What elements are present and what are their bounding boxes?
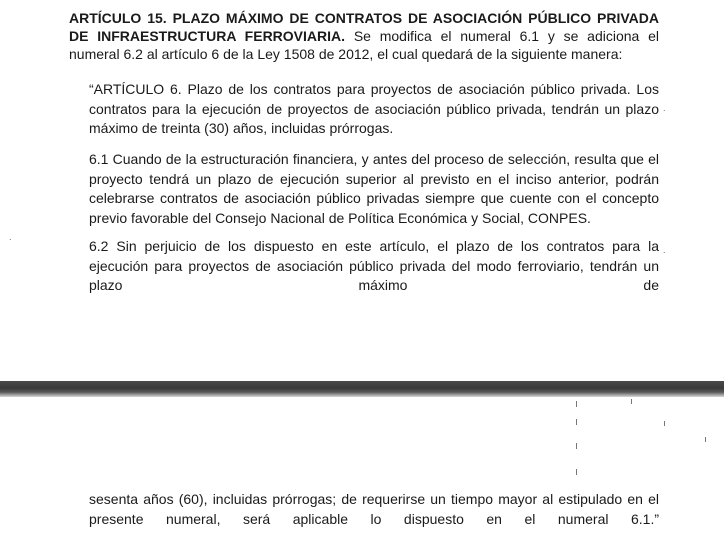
scan-speck: . bbox=[663, 103, 666, 113]
quoted-paragraph-6-1: 6.1 Cuando de la estructuración financiera, y antes del proceso de selección, resulta que el proyecto tendrá un plazo de ejecución superior al previsto en el inciso anterior, podrán celebrarse contratos de asociación público privadas siempre que cuente con el concepto previo favorable del Consejo Nacional de Política Económica y Social, CONPES. bbox=[89, 151, 659, 226]
article-title: PLAZO MÁXIMO DE CONTRATOS DE ASOCIACIÓN PÚBLICO PRIVADA DE INFRAESTRUCTURA FERROVIARIA. bbox=[69, 10, 660, 44]
scan-speck: . bbox=[663, 245, 666, 255]
scan-mark bbox=[631, 399, 632, 404]
article-intro: Se modifica el numeral 6.1 y se adiciona el numeral 6.2 al artículo 6 de la Ley 1508 de 2012, el cual quedará de la siguiente manera: bbox=[69, 28, 660, 62]
scan-mark bbox=[664, 421, 665, 426]
article-heading bbox=[69, 9, 659, 63]
scan-mark bbox=[576, 401, 577, 407]
quoted-paragraph-continuation: sesenta años (60), incluidas prórrogas; de requerirse un tiempo mayor al estipulado en el presente numeral, será aplicable lo dispuesto en el numeral 6.1.” bbox=[89, 491, 659, 527]
scan-mark bbox=[576, 419, 577, 425]
scan-mark bbox=[705, 437, 706, 442]
scan-speck: . bbox=[9, 232, 12, 242]
scan-mark bbox=[576, 469, 577, 475]
scan-mark bbox=[576, 443, 577, 449]
article-number: ARTÍCULO 15. bbox=[69, 10, 167, 26]
page-break-divider bbox=[0, 381, 724, 397]
quoted-paragraph-1: “ARTÍCULO 6. Plazo de los contratos para proyectos de asociación público privada. Los contratos para la ejecución de proyectos de asociación público privada, tendrán un plazo máximo de treinta (30) años, incluidas prórrogas. bbox=[89, 81, 659, 136]
quoted-paragraph-6-2: 6.2 Sin perjuicio de los dispuesto en este artículo, el plazo de los contratos para la ejecución para proyectos de asociación público privada del modo ferroviario, tendrán un plazo máximo de bbox=[89, 238, 659, 293]
